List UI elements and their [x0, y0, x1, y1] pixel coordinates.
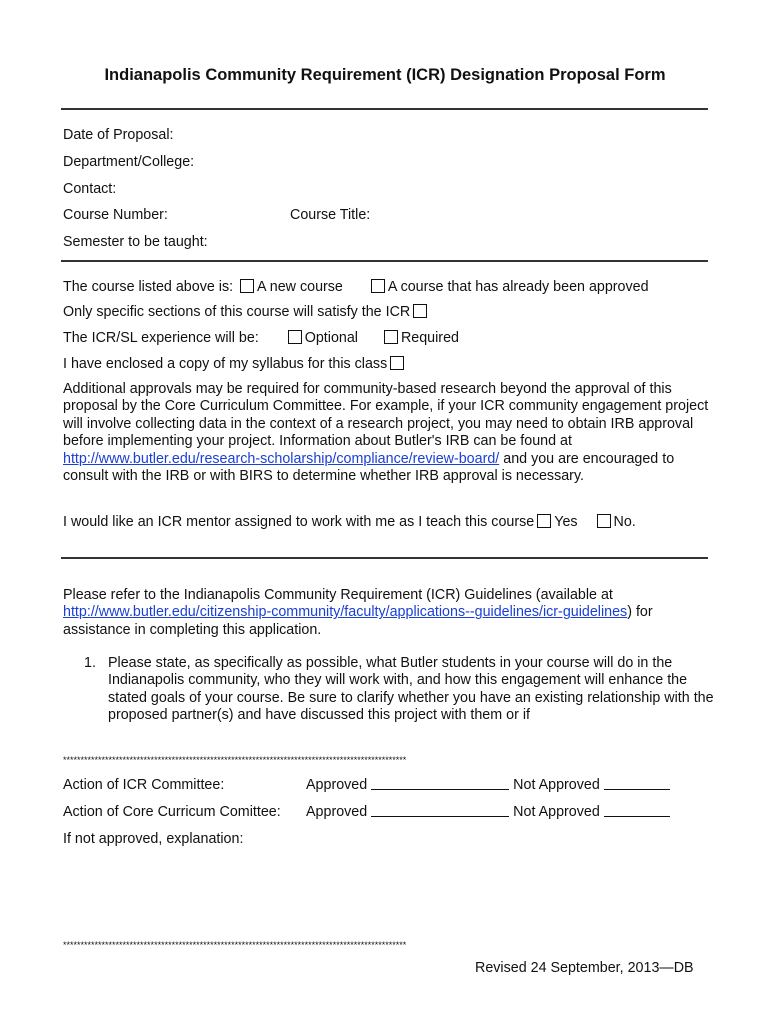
guidelines-paragraph: [63, 587, 713, 639]
sections-label: Only specific sections of this course will satisfy the ICR: [63, 304, 411, 320]
course-title-label: Course Title:: [290, 207, 371, 223]
list-item-number: 1.: [84, 655, 96, 671]
page-title: Indianapolis Community Requirement (ICR) Designation Proposal Form: [104, 66, 666, 84]
sections-checkbox[interactable]: [413, 304, 427, 318]
core-committee-label: Action of Core Curricum Comittee:: [63, 804, 281, 820]
mentor-row: [63, 514, 636, 530]
separator-stars: **************************************************************************************************: [63, 755, 407, 765]
divider: [61, 108, 708, 110]
list-item-text: Please state, as specifically as possible, what Butler students in your course will do in the Indianapolis community, who they will work with, and how this engagement will enhance the stated goals of your course. Be sure to clarify whether you have an existing relationship with the proposed partner(s) and have discussed this project with them or if: [108, 655, 714, 724]
sections-row: [63, 304, 430, 320]
optional-label: Optional: [304, 330, 358, 346]
icr-not-approved-line[interactable]: [604, 777, 670, 790]
semester-label: Semester to be taught:: [63, 234, 208, 250]
course-number-label: Course Number:: [63, 207, 168, 223]
explanation-label: If not approved, explanation:: [63, 831, 244, 847]
date-of-proposal-label: Date of Proposal:: [63, 127, 174, 143]
icr-approved-row: [306, 777, 670, 793]
experience-label: The ICR/SL experience will be:: [63, 330, 259, 346]
mentor-yes-checkbox[interactable]: [537, 514, 551, 528]
core-approved-label: Approved: [306, 804, 368, 820]
syllabus-label: I have enclosed a copy of my syllabus for this class: [63, 356, 388, 372]
approved-course-label: A course that has already been approved: [387, 279, 649, 295]
icr-approved-line[interactable]: [371, 777, 509, 790]
department-label: Department/College:: [63, 154, 195, 170]
core-approved-row: [306, 804, 670, 820]
irb-text-1: Additional approvals may be required for community-based research beyond the approval of this proposal by the Core Curriculum Committee. For example, if your ICR community engagement project will involve collecting data in the context of a research project, you may need to obtain IRB approval before implementing your project. Information about Butler's IRB can be found at: [63, 381, 709, 450]
required-checkbox[interactable]: [384, 330, 398, 344]
experience-row: [63, 330, 459, 346]
core-not-approved-label: Not Approved: [513, 804, 600, 820]
icr-approved-label: Approved: [306, 777, 368, 793]
irb-paragraph: [63, 381, 711, 485]
divider: [61, 260, 708, 262]
icr-committee-label: Action of ICR Committee:: [63, 777, 225, 793]
syllabus-row: [63, 356, 407, 372]
irb-text-2: and you are encouraged to consult with the IRB or with BIRS to determine whether IRB approval is necessary.: [63, 450, 675, 485]
mentor-label: I would like an ICR mentor assigned to work with me as I teach this course: [63, 514, 535, 530]
syllabus-checkbox[interactable]: [390, 356, 404, 370]
mentor-no-label: No.: [613, 514, 636, 530]
core-approved-line[interactable]: [371, 804, 509, 817]
approved-course-checkbox[interactable]: [371, 279, 385, 293]
divider: [61, 557, 708, 559]
mentor-no-checkbox[interactable]: [597, 514, 611, 528]
optional-checkbox[interactable]: [288, 330, 302, 344]
irb-link[interactable]: http://www.butler.edu/research-scholarship/compliance/review-board/: [63, 450, 500, 467]
list-item: [84, 655, 714, 725]
revised-date: Revised 24 September, 2013—DB: [475, 960, 694, 976]
new-course-label: A new course: [257, 279, 343, 295]
contact-label: Contact:: [63, 181, 117, 197]
course-status-label: The course listed above is:: [63, 279, 234, 295]
guidelines-link[interactable]: http://www.butler.edu/citizenship-community/faculty/applications--guidelines/icr-guidelines: [63, 604, 628, 621]
mentor-yes-label: Yes: [554, 514, 578, 530]
course-status-row: [63, 279, 649, 295]
required-label: Required: [400, 330, 459, 346]
new-course-checkbox[interactable]: [240, 279, 254, 293]
icr-not-approved-label: Not Approved: [513, 777, 600, 793]
guidelines-intro: Please refer to the Indianapolis Community Requirement (ICR) Guidelines (available at: [63, 587, 613, 603]
guidelines-outro: ) for assistance in completing this application.: [63, 604, 653, 638]
core-not-approved-line[interactable]: [604, 804, 670, 817]
separator-stars: **************************************************************************************************: [63, 940, 407, 950]
